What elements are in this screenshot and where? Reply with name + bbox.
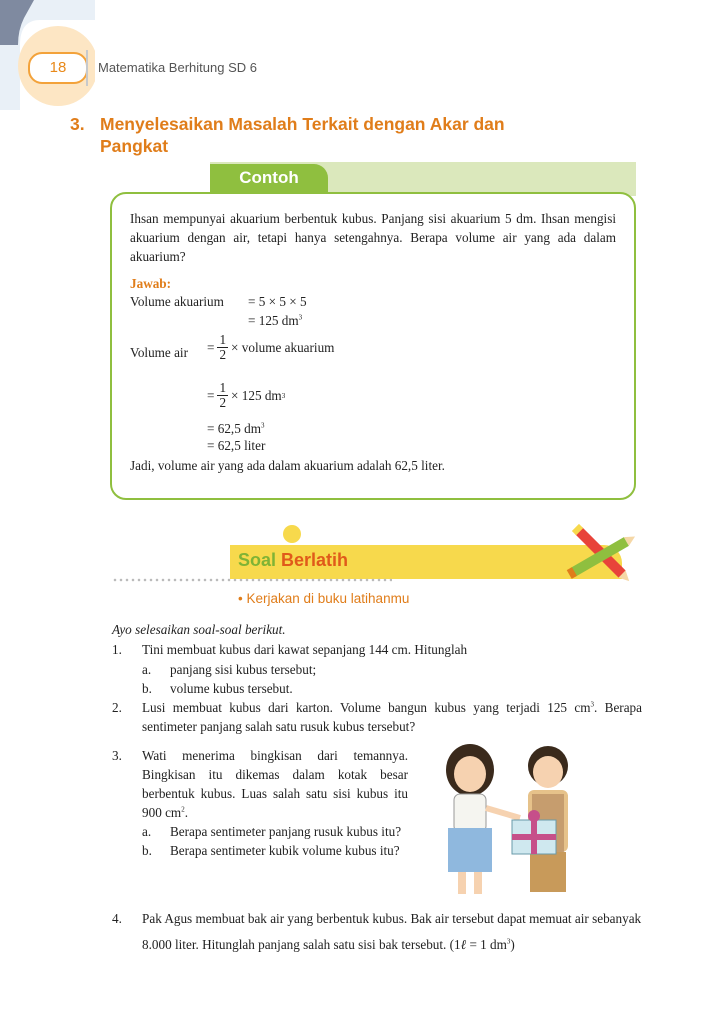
section-number: 3.: [70, 114, 85, 134]
header-separator: [86, 50, 88, 86]
vol-akuarium-step2: = 125 $dm^3$: [248, 313, 303, 328]
book-title: Matematika Berhitung SD 6: [98, 60, 257, 75]
section-title-line1: Menyelesaikan Masalah Terkait dengan Akar dan: [100, 114, 505, 134]
jawab-label: Jawab:: [130, 276, 172, 291]
vol-air-label: Volume air: [130, 345, 188, 360]
question-1: 1. Tini membuat kubus dari kawat sepanjang 144 cm. Hitunglah a. panjang sisi kubus tersebut; b. volume kubus tersebut.: [112, 642, 468, 696]
vol-air-step4: = 62,5 liter: [207, 438, 266, 453]
contoh-tag: Contoh: [210, 164, 328, 192]
question-4: 4. Pak Agus membuat bak air yang berbentuk kubus. Bak air tersebut dapat memuat air sebanyak 8.000 liter. Hitunglah panjang salah satu sisi bak tersebut. (1ℓ = 1 $dm^3$): [112, 911, 642, 952]
section-title: [70, 113, 505, 157]
contoh-problem: Ihsan mempunyai akuarium berbentuk kubus. Panjang sisi akuarium 5 dm. Ihsan mengisi akuarium dengan air, tetapi hanya setengahnya. Berapa volume air yang ada dalam akuarium?: [130, 211, 616, 264]
vol-air-step1: = $\frac{1}{2}$ × volume akuarium: [207, 332, 335, 362]
question-2: 2. Lusi membuat kubus dari karton. Volume bangun kubus yang terjadi 125 $cm^3$. Berapa sentimeter panjang salah satu rusuk kubus tersebut?: [112, 700, 642, 734]
fraction-half: $\frac{1}{2}$: [219, 332, 227, 362]
pencils-icon: [560, 520, 646, 590]
cube-exponent: 3: [298, 313, 303, 322]
contoh-conclusion: Jadi, volume air yang ada dalam akuarium adalah 62,5 liter.: [130, 458, 445, 473]
fraction-half: $\frac{1}{2}$: [219, 380, 227, 410]
question-3: 3. Wati menerima bingkisan dari temannya. Bingkisan itu dikemas dalam kotak besar berbentuk kubus. Luas salah satu sisi kubus itu 900 $cm^2$. a. Berapa sentimeter panjang rusuk kubus itu? b. Berapa sentimeter kubik volume kubus itu?: [112, 748, 408, 858]
vol-air-step2: = $\frac{1}{2}$ × 125 dm 3: [207, 380, 286, 410]
vol-akuarium-label: Volume akuarium: [130, 294, 224, 309]
vol-air-step3: = 62,5 $dm^3$: [207, 421, 265, 436]
soal-intro: Ayo selesaikan soal-soal berikut.: [112, 622, 286, 637]
page-number: 18: [28, 52, 88, 84]
soal-subtitle: • Kerjakan di buku latihanmu: [238, 591, 410, 606]
kids-gift-illustration: [420, 738, 590, 898]
dotted-divider: [112, 578, 392, 582]
section-title-line2: Pangkat: [100, 136, 169, 156]
vol-akuarium-step1: = 5 × 5 × 5: [248, 294, 307, 309]
soal-berlatih-title: Soal Berlatih: [238, 550, 349, 570]
